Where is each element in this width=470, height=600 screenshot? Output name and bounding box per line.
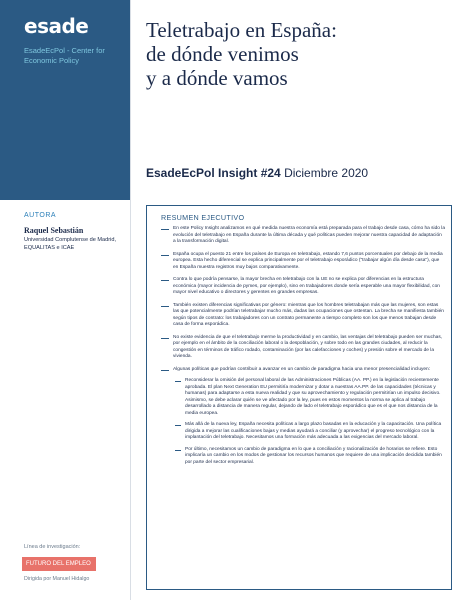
summary-list	[155, 226, 445, 472]
summary-heading: RESUMEN EJECUTIVO	[161, 213, 245, 222]
sidebar-divider	[130, 0, 131, 600]
author-heading: AUTORA	[24, 212, 57, 219]
research-line-badge: FUTURO DEL EMPLEO	[22, 557, 96, 571]
summary-bullet: España ocupa el puesto 21 entre los países de Europa en teletrabajo, estando 7,6 puntos porcentuales por debajo de la media europea. Esta hecho diferencial se explica principalmente por el teletrabajo esporádico ("trabajar algún día desde casa"), que en España muestra registros muy bajos comparativamente.	[155, 252, 445, 272]
executive-summary	[146, 205, 452, 590]
policy-item: Por último, necesitamos un cambio de paradigma en lo que a conciliación y racionalización de horarios se refiere. Esto implicaría un cambio en los modos de gestionar los recursos humanos que requiere de una implicación decidida también por parte del sector empresarial.	[173, 447, 445, 467]
policy-item: Reconsiderar la omisión del personal laboral de las Administraciones Públicas (AA. PP.) en la legislación recientemente aprobada. El plan Next Generation EU permitiría modernizar y dotar a nuestras AA.PP. de las capacidades (técnicas y humanas) para adaptarse a esta nueva realidad y que su aprovechamiento y regulación permitirían un impulso decisivo. Asimismo, se debe aclarar quién se ve afectado por la ley, pues en estos momentos la norma se aplica al trabajo desarrollado a distancia de manera regular, dejando de lado el teletrabajo esporádico que es el que nos distancia de la media europea.	[173, 378, 445, 417]
author-affiliation: Universidad Complutense de Madrid, EQUALITAS e ICAE	[24, 237, 117, 251]
summary-bullet: Contra lo que podría pensarse, la mayor brecha en teletrabajo con la UE no se explica por diferencias en la estructura económica (mayor incidencia de pymes, por ejemplo), sino en trabajadores donde sería esperable una mayor flexibilidad, con mayor nivel educativo o directores y gerentes en grandes empresas.	[155, 277, 445, 297]
series-line	[146, 166, 368, 180]
policy-item: Más allá de la nueva ley, España necesita políticas a largo plazo basadas en la educación y la capacitación. Una política dirigida a mejorar las cualificaciones bajas y medias ayudará a conciliar (y aprovechar) el progreso tecnológico con la implantación del teletrabajo. Necesitamos una formación más adecuada a las exigencias del mercado laboral.	[173, 422, 445, 442]
summary-bullet: En este Policy Insight analizamos en qué medida nuestra economía está preparada para el trabajo desde casa, cómo ha sido la evolución del teletrabajo en España durante la última década y qué políticas pueden mejorar nuestra capacidad de adaptación a la transformación digital.	[155, 226, 445, 246]
policies-intro: Algunas políticas que podrían contribuir a avanzar en un cambio de paradigma hacia una menor presencialidad incluyen:	[173, 366, 431, 372]
research-line-heading: Línea de investigación:	[24, 544, 81, 550]
title-line: y a dónde vamos	[146, 66, 288, 90]
title-line: de dónde venimos	[146, 42, 299, 66]
document-title	[146, 18, 446, 90]
author-name: Raquel Sebastián	[24, 226, 84, 235]
brand-panel	[0, 0, 130, 200]
summary-bullet: También existen diferencias significativas por género: mientras que los hombres teletrabajan más que las mujeres, son estas las que potencialmente podrían teletrabajar mucho más, dadas las ocupaciones que ostentan. La brecha se manifiesta también según tipos de contrato: los trabajadores con un contrato permanente a tiempo completo son los que menos trabajan desde casa de forma esporádica.	[155, 303, 445, 329]
esade-logo: esade	[24, 14, 89, 38]
series-label: EsadeEcPol Insight #24	[146, 166, 281, 180]
series-date: Diciembre 2020	[284, 166, 369, 180]
title-line: Teletrabajo en España:	[146, 18, 337, 42]
policy-list	[173, 378, 445, 466]
center-name: EsadeEcPol - Center for Economic Policy	[24, 46, 105, 65]
summary-bullet-policies	[155, 367, 445, 467]
summary-bullet: No existe evidencia de que el teletrabajo merme la productividad y en cambio, las ventajas del teletrabajo pueden ser muchas, por ejemplo en el ámbito de la conciliación laboral o la despoblación, y sobre todo en las grandes ciudades, al reducir la congestión en términos de tráfico rodado, contaminación (por las calefacciones y coches) y presión sobre el mercado de la vivienda.	[155, 335, 445, 361]
sidebar	[0, 0, 130, 600]
directed-by: Dirigida por Manuel Hidalgo	[24, 576, 90, 582]
